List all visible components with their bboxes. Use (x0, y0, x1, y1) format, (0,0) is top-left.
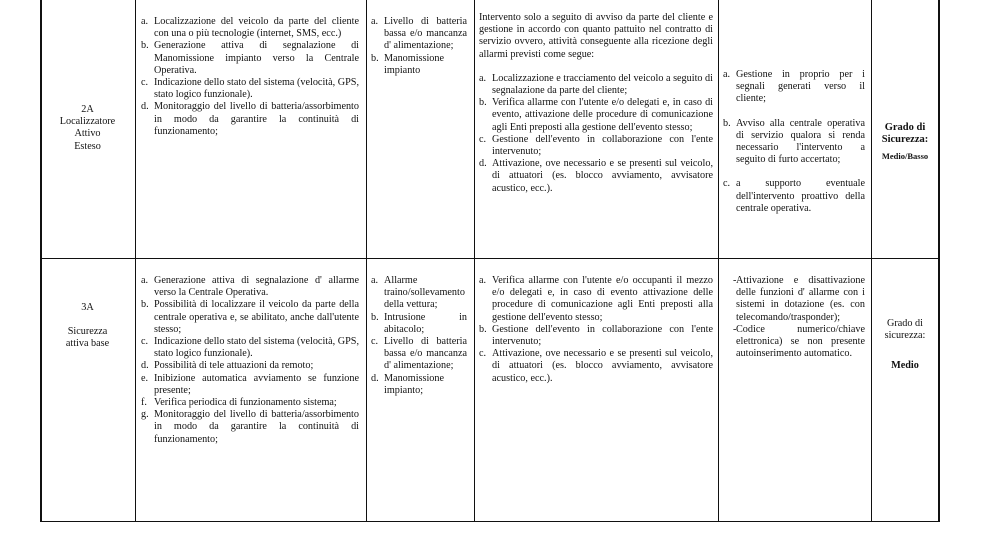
row-3a-intervention-cell (479, 275, 713, 385)
list-item: b. Intrusione in abitacolo; (371, 311, 467, 335)
row-divider (40, 258, 939, 259)
list-item: a. Generazione attiva di segnalazione d' allarme verso la Centrale Operativa. (141, 275, 359, 299)
list-item: a. Livello di batteria bassa e/o mancanza d' alimentazione; (371, 16, 467, 52)
list-item: a. Allarme traino/sollevamento della vettura; (371, 275, 465, 311)
list-item: c. a supporto eventuale dell'intervento proattivo della centrale operativa. (723, 178, 865, 214)
row-3a-grade-cell (872, 318, 938, 373)
system-name-line: Attivo (74, 128, 101, 140)
list-item: c. Indicazione dello stato del sistema (velocità, GPS, stato logico funzionale). (141, 336, 359, 360)
list-item: c. Livello di batteria bassa e/o mancanza d' alimentazione; (371, 336, 467, 372)
grade-label: Grado di sicurezza: (884, 318, 926, 342)
system-code: 3A (81, 302, 94, 313)
list-item: c. Indicazione dello stato del sistema (velocità, GPS, stato logico funzionale). (141, 77, 359, 101)
grade-label: Grado di Sicurezza: (881, 122, 929, 146)
grade-value: Medio (891, 360, 919, 372)
table-border-bottom (40, 521, 939, 522)
list-item: b. Generazione attiva di segnalazione di Manomissione impianto verso la Centrale Operativa. (141, 40, 359, 76)
column-divider (871, 0, 872, 522)
column-divider (718, 0, 719, 522)
row-2a-grade-cell (872, 122, 938, 163)
column-divider (474, 0, 475, 522)
row-2a-name-cell (40, 104, 135, 153)
system-name-line: attiva base (65, 338, 110, 350)
list-item: b. Avviso alla centrale operativa di servizio qualora si renda necessario l'intervento a seguito di furto accertato; (723, 117, 865, 166)
list-item: b. Verifica allarme con l'utente e/o delegati e, in caso di evento, attivazione delle procedure di comunicazione agli Enti preposti alla gestione dell'evento stesso; (479, 97, 713, 133)
grade-value: Medio/Basso (881, 151, 929, 162)
list-item: a. Verifica allarme con l'utente e/o occupanti il mezzo e/o delegati e, in caso di evento attivazione delle procedure di comunicazione agli Enti preposti alla gestione dell'evento stesso; (479, 275, 713, 323)
list-item: f. Verifica periodica di funzionamento sistema; (141, 397, 337, 409)
list-item: - Codice numerico/chiave elettronica) se non presente autoinserimento automatico. (733, 323, 865, 360)
list-item: d. Possibilità di tele attuazioni da remoto; (141, 360, 314, 372)
row-2a-management-cell (723, 69, 865, 215)
list-item: - Attivazione e disattivazione delle funzioni d' allarme con i sistemi in dotazione (es. con telecomando/trasponder); (733, 275, 865, 323)
row-2a-functions-cell (141, 16, 359, 138)
intervention-intro: Intervento solo a seguito di avviso da parte del cliente e gestione in accordo con quanto pattuito nel contratto di servizio ovvero, attività conseguente alla ricezione degli allarmi previsti come segue: (479, 12, 713, 60)
list-item: c. Attivazione, ove necessario e se presenti sul veicolo, di attuatori (es. blocco avviamento, avvisatore acustico, ecc.). (479, 348, 713, 384)
row-3a-functions-cell (141, 275, 359, 446)
table-border-right (938, 0, 940, 522)
list-item: b. Possibilità di localizzare il veicolo da parte della centrale operativa e, se abilitato, anche dall'utente stesso; (141, 299, 359, 335)
list-item: b. Gestione dell'evento in collaborazione con l'ente intervenuto; (479, 323, 713, 348)
column-divider (366, 0, 367, 522)
list-item: g. Monitoraggio del livello di batteria/assorbimento in modo da garantire la continuità di funzionamento; (141, 409, 359, 445)
column-divider (135, 0, 136, 522)
row-3a-name-cell (40, 302, 135, 351)
row-2a-intervention-cell (479, 12, 713, 195)
system-code: 2A (81, 104, 94, 115)
list-item: c. Gestione dell'evento in collaborazione con l'ente intervenuto; (479, 133, 713, 158)
list-item: a. Gestione in proprio per i segnali generati verso il cliente; (723, 69, 865, 105)
row-2a-alarms-cell (371, 16, 467, 77)
list-item: e. Inibizione automatica avviamento se funzione presente; (141, 372, 359, 396)
list-item: a. Localizzazione del veicolo da parte del cliente con una o più tecnologie (internet, SMS, ecc.) (141, 16, 359, 40)
list-item: a. Localizzazione e tracciamento del veicolo a seguito di segnalazione da parte del cliente; (479, 72, 713, 97)
list-item: b. Manomissione impianto (371, 52, 444, 76)
system-name-line: Sicurezza (67, 326, 108, 338)
system-name-line: Localizzatore (59, 116, 116, 128)
list-item: d. Attivazione, ove necessario e se presenti sul veicolo, di attuatori (es. blocco avviamento, avvisatore acustico, ecc.). (479, 158, 713, 194)
list-item: d. Manomissione impianto; (371, 372, 444, 396)
table-border-left (40, 0, 42, 522)
row-3a-alarms-cell (371, 275, 467, 397)
system-name-line: Esteso (74, 140, 101, 152)
row-3a-management-cell (723, 275, 865, 360)
list-item: d. Monitoraggio del livello di batteria/assorbimento in modo da garantire la continuità di funzionamento; (141, 101, 359, 137)
